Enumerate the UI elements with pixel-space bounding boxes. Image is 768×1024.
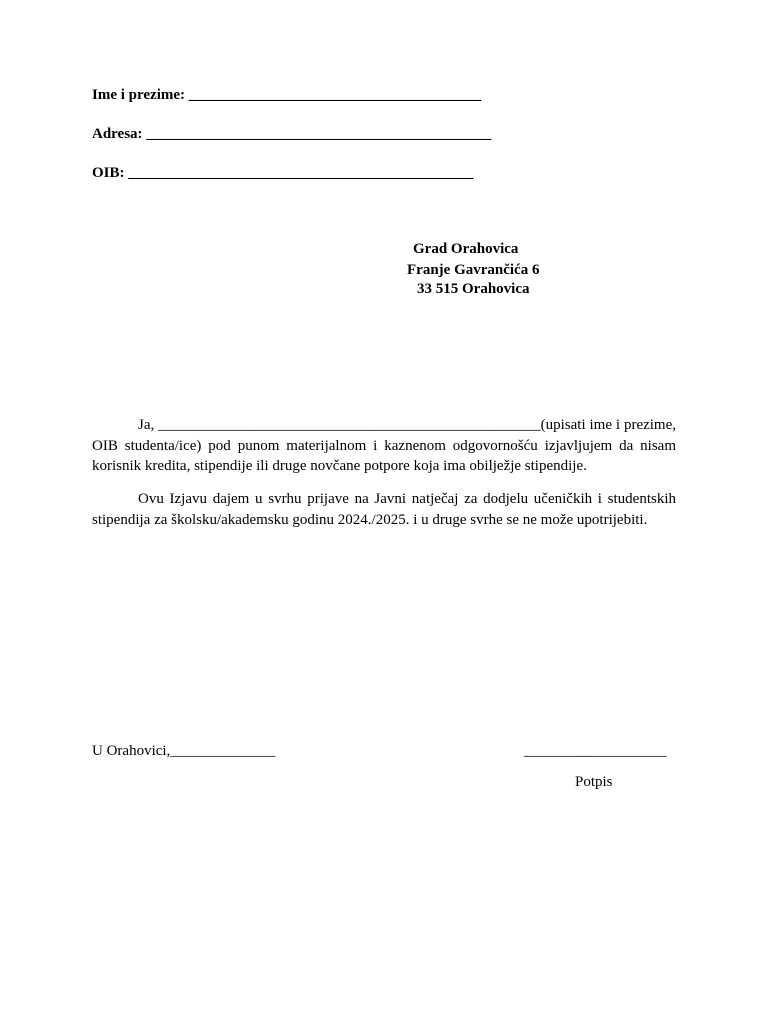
purpose-text: Ovu Izjavu dajem u svrhu prijave na Javni natječaj za dodjelu učeničkih i studentskih stipendija za školsku/akademsku godinu 2024./2025. i u druge svrhe se ne može upotrijebiti.: [92, 491, 676, 528]
address-field: Adresa: ______________________________________________: [92, 126, 492, 142]
statement-text: Ja, ___________________________________________________(upisati ime i prezime, OIB studenta/ice) pod punom materijalnom i kaznenom odgovornošću izjavljujem da nisam korisnik kredita, stipendije ili druge novčane potpore koja ima obilježje stipendije.: [92, 417, 676, 474]
statement-paragraph: [92, 415, 676, 477]
recipient-line-2: Franje Gavrančića 6: [407, 262, 540, 278]
oib-field: OIB: ______________________________________________: [92, 165, 474, 181]
name-field: Ime i prezime: _______________________________________: [92, 87, 482, 103]
purpose-paragraph: [92, 489, 676, 530]
signature-line: ___________________: [524, 743, 667, 759]
place-date-line: U Orahovici,______________: [92, 743, 276, 759]
recipient-line-3: 33 515 Orahovica: [417, 281, 530, 297]
recipient-line-1: Grad Orahovica: [413, 241, 519, 257]
signature-label: Potpis: [575, 774, 613, 790]
